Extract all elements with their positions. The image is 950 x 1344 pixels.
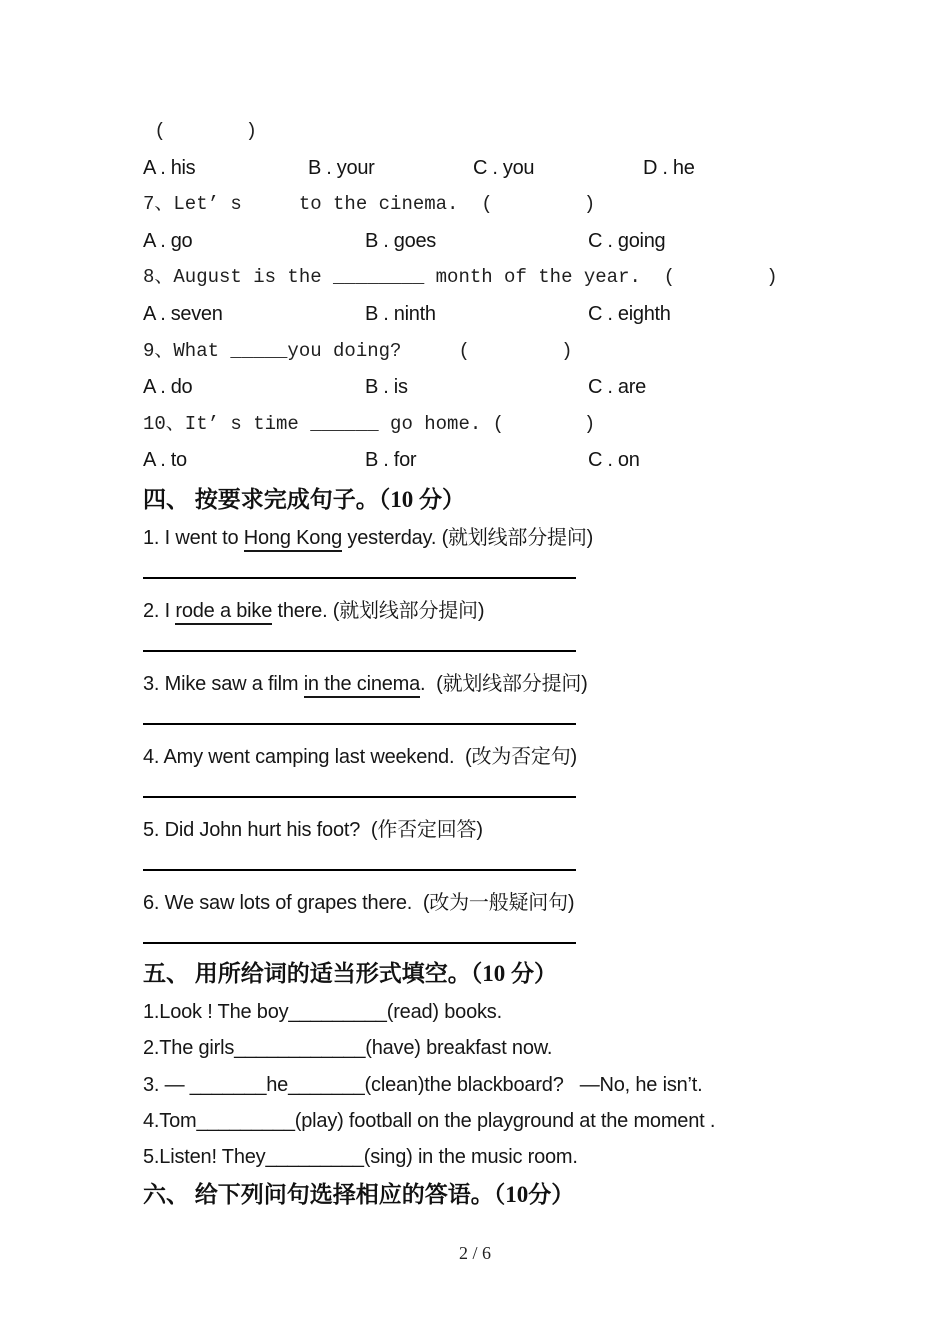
option-c: C . you (473, 156, 535, 179)
option-d: D . he (643, 156, 695, 179)
sentence-text: 6. We saw lots of grapes there. (改为一般疑问句) (143, 891, 575, 914)
option-c: C . eighth (588, 302, 671, 325)
mcq-question-9: 9、What _____you doing? ( ) (143, 339, 573, 362)
sentence-text: 2. I (143, 599, 176, 622)
sentence-text: yesterday. (就划线部分提问) (342, 526, 594, 549)
rewrite-item-1 (143, 520, 823, 593)
sentence-text: there. (就划线部分提问) (272, 599, 485, 622)
option-a: A . go (143, 229, 193, 252)
mcq-q6-options-row (143, 150, 823, 187)
mcq-q9-options-row (143, 369, 823, 406)
mcq-question-10: 10、It’ s time ______ go home. ( ) (143, 412, 596, 435)
rewrite-sentence (143, 520, 823, 556)
fill-blank-item-5: 5.Listen! They_________(sing) in the music room. (143, 1146, 578, 1169)
underlined-phrase: Hong Kong (244, 527, 342, 552)
rewrite-item-4 (143, 739, 823, 812)
sentence-text: 4. Amy went camping last weekend. (改为否定句) (143, 745, 577, 768)
sentence-text: . (就划线部分提问) (420, 672, 588, 695)
underlined-phrase: rode a bike (175, 600, 272, 625)
mcq-q7-options-row (143, 223, 823, 260)
answer-writing-line (143, 796, 576, 798)
answer-blank-parens: ( ) (143, 120, 258, 142)
rewrite-item-2 (143, 593, 823, 666)
answer-writing-line (143, 869, 576, 871)
option-b: B . your (308, 156, 375, 179)
rewrite-sentence (143, 739, 823, 775)
option-a: A . to (143, 449, 187, 472)
rewrite-sentence (143, 812, 823, 848)
option-b: B . goes (365, 229, 436, 252)
rewrite-item-3 (143, 666, 823, 739)
fill-blank-item-3: 3. — _______he_______(clean)the blackboard? —No, he isn’t. (143, 1073, 703, 1096)
mcq-q10-options-row (143, 442, 823, 479)
rewrite-item-6 (143, 885, 823, 958)
option-a: A . his (143, 156, 196, 179)
option-a: A . seven (143, 302, 223, 325)
option-b: B . for (365, 449, 417, 472)
page-number: 2 / 6 (458, 1243, 491, 1263)
answer-writing-line (143, 577, 576, 579)
section-4-title: 四、 按要求完成句子。（10 分） (143, 486, 465, 512)
rewrite-sentence (143, 885, 823, 921)
answer-writing-line (143, 942, 576, 944)
sentence-text: 5. Did John hurt his foot? (作否定回答) (143, 818, 483, 841)
mcq-question-7: 7、Let’ s to the cinema. ( ) (143, 193, 596, 216)
rewrite-sentence (143, 593, 823, 629)
section-5-title: 五、 用所给词的适当形式填空。（10 分） (143, 960, 557, 986)
answer-writing-line (143, 650, 576, 652)
rewrite-item-5 (143, 812, 823, 885)
mcq-q8-options-row (143, 296, 823, 333)
sentence-text: 3. Mike saw a film (143, 672, 304, 695)
section-6-title: 六、 给下列问句选择相应的答语。（10分） (143, 1182, 575, 1208)
exam-content-column (143, 113, 823, 1215)
option-c: C . going (588, 229, 666, 252)
mcq-question-8: 8、August is the ________ month of the year. ( ) (143, 266, 778, 289)
underlined-phrase: in the cinema (304, 673, 420, 698)
option-b: B . is (365, 376, 408, 399)
option-b: B . ninth (365, 302, 436, 325)
option-c: C . are (588, 376, 646, 399)
sentence-text: 1. I went to (143, 526, 244, 549)
fill-blank-item-2: 2.The girls____________(have) breakfast now. (143, 1037, 553, 1060)
fill-blank-item-4: 4.Tom_________(play) football on the playground at the moment . (143, 1109, 716, 1132)
option-c: C . on (588, 449, 640, 472)
option-a: A . do (143, 376, 193, 399)
fill-blank-item-1: 1.Look ! The boy_________(read) books. (143, 1000, 502, 1023)
answer-writing-line (143, 723, 576, 725)
rewrite-sentence (143, 666, 823, 702)
